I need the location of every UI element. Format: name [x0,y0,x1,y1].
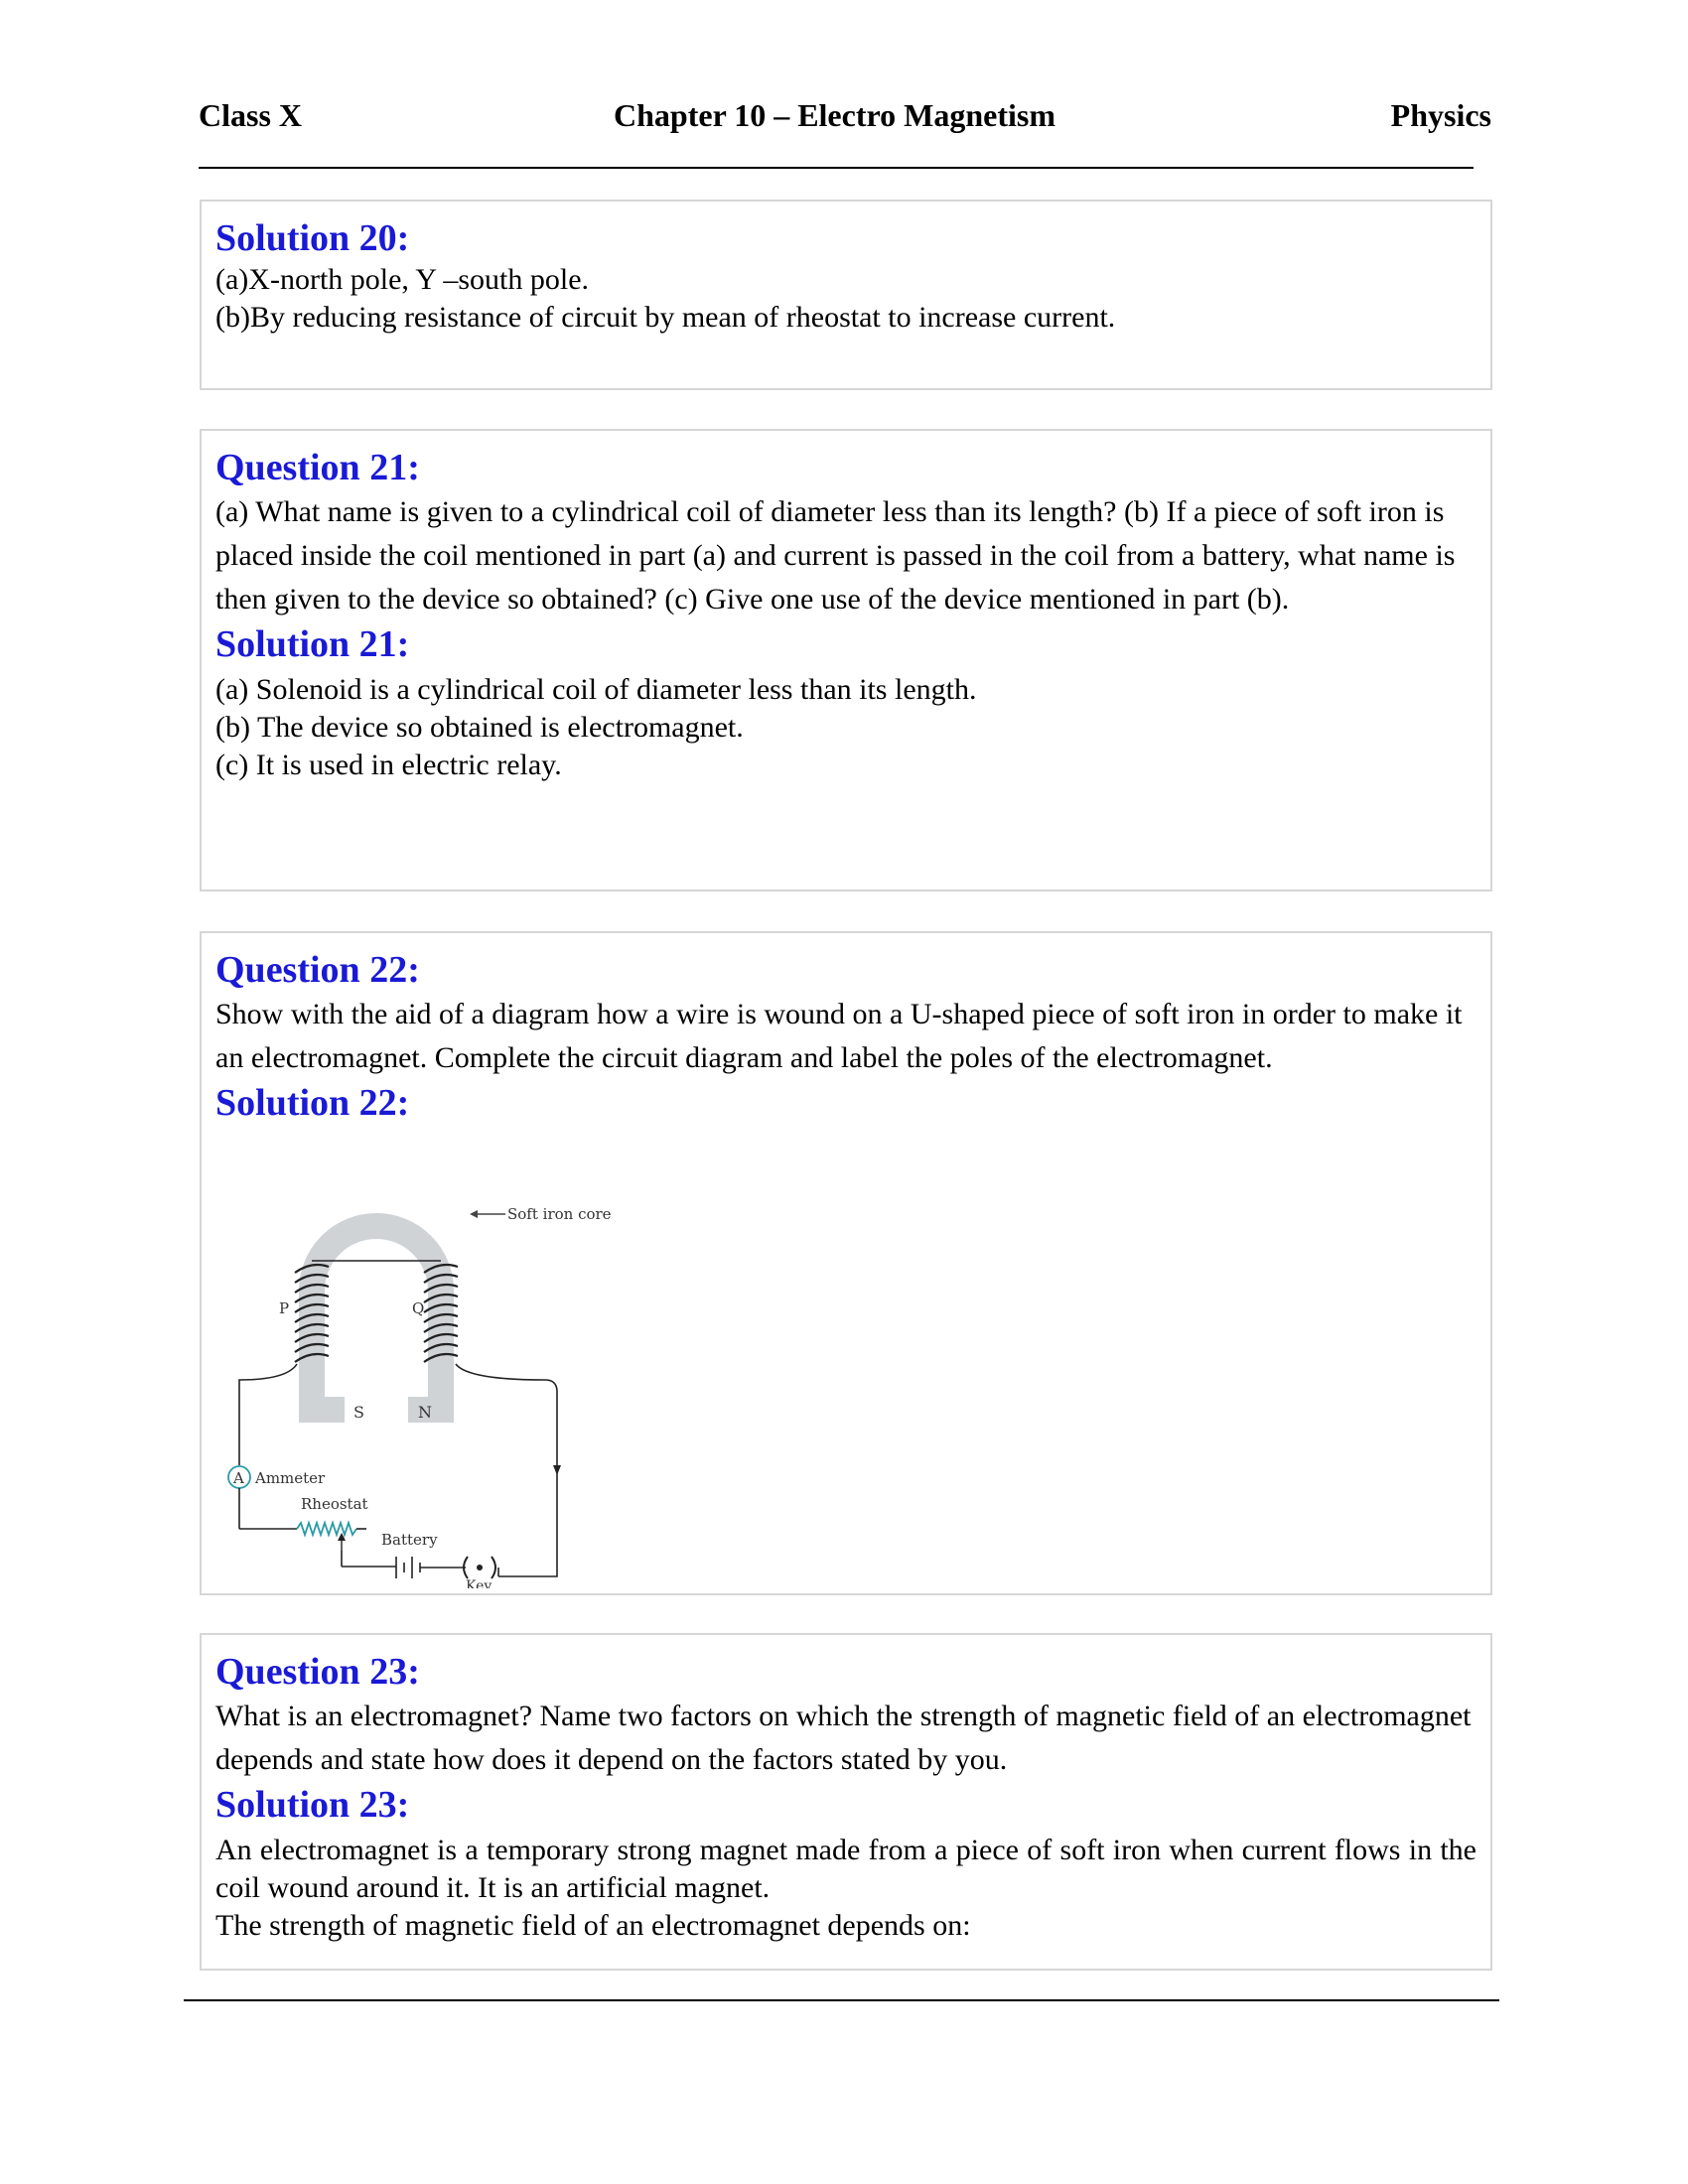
question-23-text: What is an electromagnet? Name two factors on which the strength of magnetic field of an electromagnet depends and state how does it depend on the factors stated by you. [215,1700,1472,1776]
rheostat-resistor [297,1523,356,1535]
n-pole-label: N [418,1403,432,1422]
header-divider [199,167,1474,169]
core-foot-left [299,1397,345,1423]
solution-23-title: Solution 23: [215,1784,410,1826]
rheostat-label: Rheostat [301,1495,368,1513]
header-chapter-title: Chapter 10 – Electro Magnetism [614,97,1055,133]
solution-23-line-2: The strength of magnetic field of an electromagnet depends on: [215,1909,971,1942]
question-21-title: Question 21: [215,447,420,488]
u-shaped-soft-iron-core [312,1226,441,1410]
solution-21-line-a: (a) Solenoid is a cylindrical coil of diameter less than its length. [215,673,977,706]
question-22-text: Show with the aid of a diagram how a wire is wound on a U-shaped piece of soft iron in order to make it an electromagnet. Complete the circuit diagram and label the poles of the electromagnet. [215,998,1463,1074]
solution-20-line-b: (b)By reducing resistance of circuit by mean of rheostat to increase current. [215,301,1116,334]
header-subject: Physics [1390,97,1491,133]
question-23-box [200,1633,1492,1971]
right-circuit-wire [456,1364,557,1576]
ammeter-label: Ammeter [255,1469,326,1487]
battery-label: Battery [381,1531,438,1549]
current-direction-arrow [553,1465,561,1475]
question-22-title: Question 22: [215,949,420,991]
solution-20-box [200,200,1492,390]
question-22-box [200,931,1492,1595]
electromagnet-diagram-svg [217,1181,615,1588]
question-21-box [200,429,1492,891]
s-pole-label: S [353,1403,364,1422]
q-label: Q [412,1299,425,1317]
battery-symbol [396,1557,466,1578]
solution-21-line-b: (b) The device so obtained is electromagnet. [215,711,744,744]
solution-22-title: Solution 22: [215,1082,410,1124]
ammeter-symbol-letter: A [233,1469,244,1487]
header-class: Class X [199,97,303,133]
question-23-title: Question 23: [215,1651,420,1693]
electromagnet-circuit-diagram [217,1181,615,1588]
core-label: Soft iron core [507,1205,612,1223]
solution-21-title: Solution 21: [215,623,410,665]
p-label: P [279,1299,290,1317]
question-21-text: (a) What name is given to a cylindrical coil of diameter less than its length? (b) If a piece of soft iron is placed inside the coil mentioned in part (a) and current is passed in the coil from a battery, what name is then given to the device so obtained? (c) Give one use of the device mentioned in part (b). [215,495,1456,615]
solution-23-paragraph: An electromagnet is a temporary strong magnet made from a piece of soft iron when current flows in the coil wound around it. It is an artificial magnet. [215,1834,1477,1904]
key-label: Key [466,1578,492,1588]
solution-21-line-c: (c) It is used in electric relay. [215,749,562,781]
left-circuit-wire [239,1364,297,1465]
solution-20-title: Solution 20: [215,217,410,259]
footer-divider [184,1999,1499,2001]
solution-20-line-a: (a)X-north pole, Y –south pole. [215,263,590,296]
